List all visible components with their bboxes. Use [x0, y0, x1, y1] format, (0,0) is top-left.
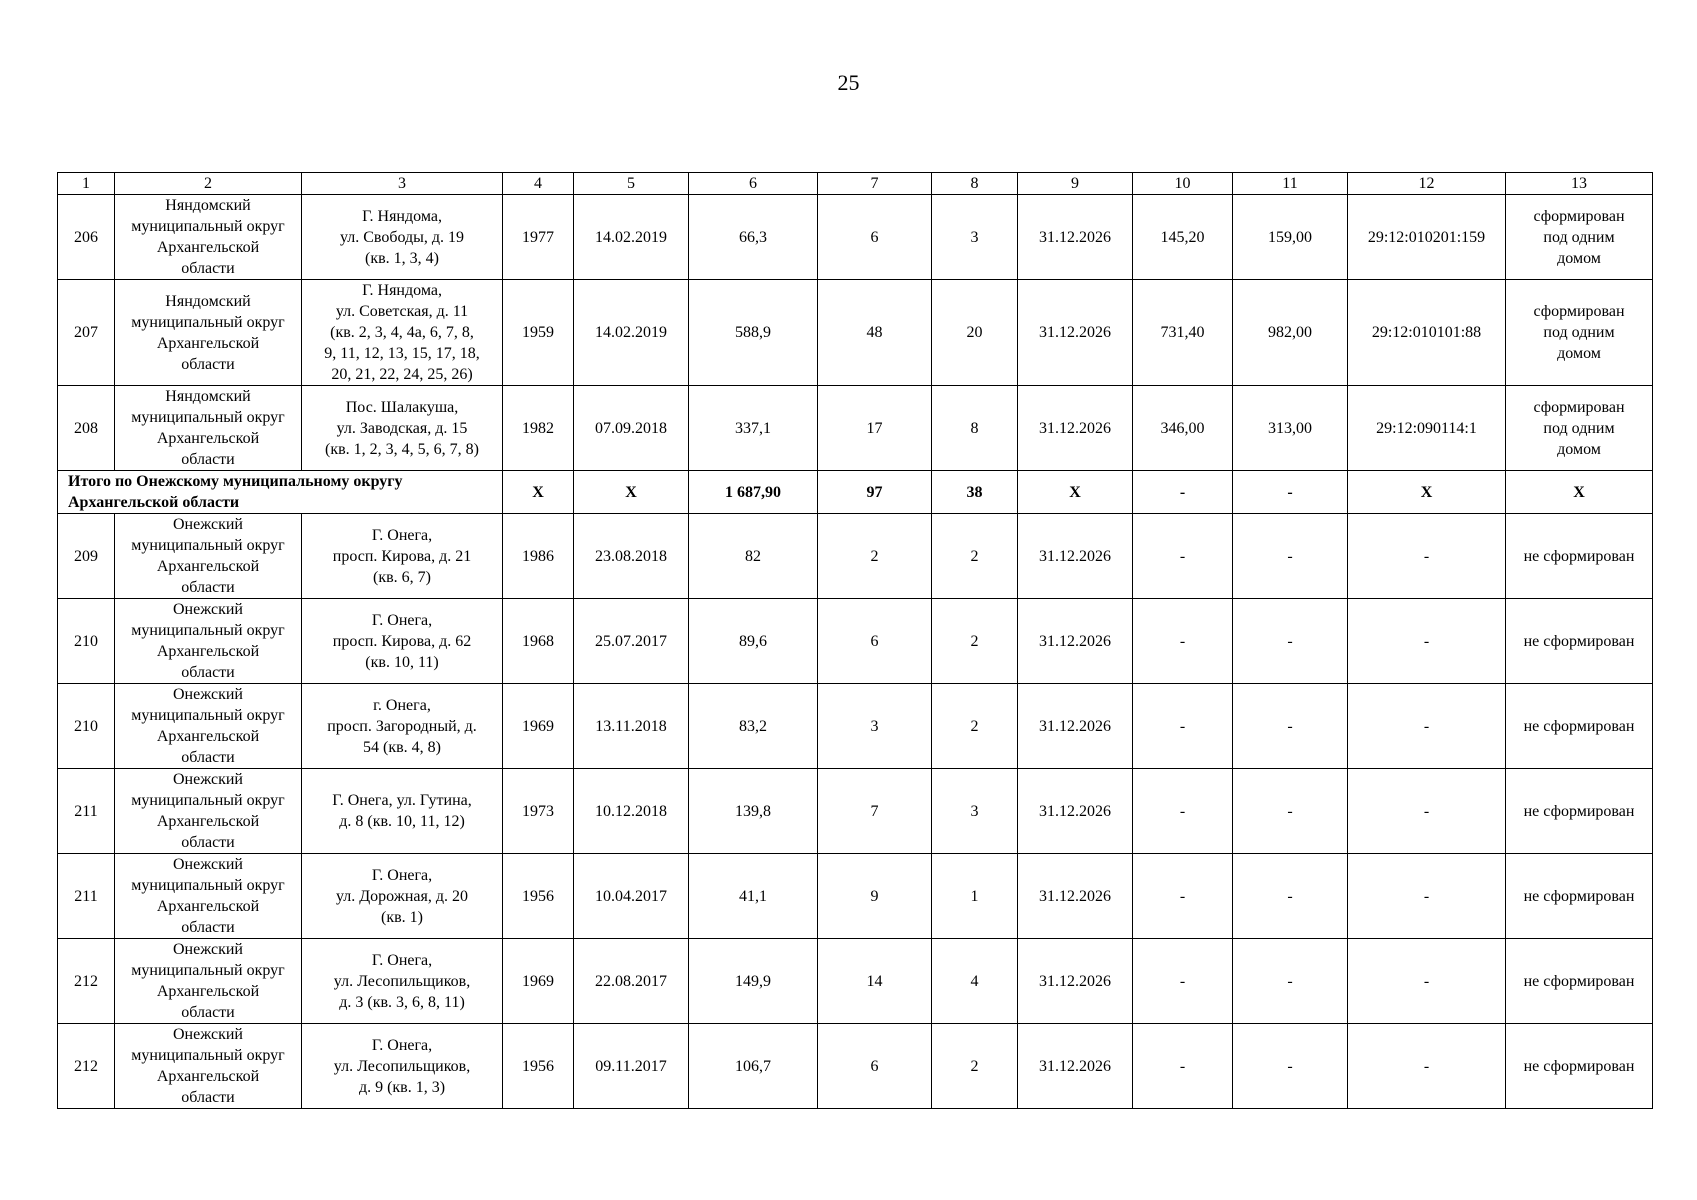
year-cell: 1982 — [503, 386, 574, 471]
area-cell: 82 — [689, 514, 818, 599]
cadastral-number-cell: - — [1348, 684, 1506, 769]
column-7-cell: 3 — [818, 684, 932, 769]
row-number-cell: 208 — [58, 386, 115, 471]
deadline-cell: 31.12.2026 — [1018, 280, 1133, 386]
cadastral-number-cell: - — [1348, 939, 1506, 1024]
municipality-cell: Няндомский муниципальный округ Архангельской области — [115, 386, 302, 471]
land-status-cell: не сформирован — [1506, 854, 1653, 939]
address-cell: Г. Онега, просп. Кирова, д. 62 (кв. 10, 11) — [302, 599, 503, 684]
table-row — [58, 386, 1653, 471]
column-11-cell: 159,00 — [1233, 195, 1348, 280]
cadastral-number-cell: 29:12:010101:88 — [1348, 280, 1506, 386]
municipality-cell: Онежский муниципальный округ Архангельской области — [115, 769, 302, 854]
column-8-cell: 2 — [932, 599, 1018, 684]
row-number-cell: 209 — [58, 514, 115, 599]
column-number-header: 3 — [302, 173, 503, 195]
address-cell: Г. Онега, просп. Кирова, д. 21 (кв. 6, 7) — [302, 514, 503, 599]
deadline-cell: 31.12.2026 — [1018, 684, 1133, 769]
column-8-cell: 3 — [932, 769, 1018, 854]
land-status-cell: сформирован под одним домом — [1506, 386, 1653, 471]
cadastral-number-cell: 29:12:090114:1 — [1348, 386, 1506, 471]
area-cell: 337,1 — [689, 386, 818, 471]
row-number-cell: 210 — [58, 599, 115, 684]
area-cell: 66,3 — [689, 195, 818, 280]
area-cell: 588,9 — [689, 280, 818, 386]
column-8-cell: 3 — [932, 195, 1018, 280]
row-number-cell: 206 — [58, 195, 115, 280]
page-number: 25 — [837, 70, 860, 95]
column-number-header: 9 — [1018, 173, 1133, 195]
column-7-cell: 14 — [818, 939, 932, 1024]
area-cell: 106,7 — [689, 1024, 818, 1109]
total-c13-cell: X — [1506, 471, 1653, 514]
municipality-cell: Онежский муниципальный округ Архангельской области — [115, 854, 302, 939]
column-8-cell: 4 — [932, 939, 1018, 1024]
municipality-cell: Няндомский муниципальный округ Архангельской области — [115, 195, 302, 280]
deadline-cell: 31.12.2026 — [1018, 599, 1133, 684]
column-number-header: 10 — [1133, 173, 1233, 195]
recognition-date-cell: 09.11.2017 — [574, 1024, 689, 1109]
deadline-cell: 31.12.2026 — [1018, 939, 1133, 1024]
total-c11-cell: - — [1233, 471, 1348, 514]
column-11-cell: - — [1233, 1024, 1348, 1109]
column-10-cell: 145,20 — [1133, 195, 1233, 280]
column-10-cell: - — [1133, 1024, 1233, 1109]
column-11-cell: - — [1233, 769, 1348, 854]
column-10-cell: - — [1133, 769, 1233, 854]
recognition-date-cell: 22.08.2017 — [574, 939, 689, 1024]
recognition-date-cell: 10.12.2018 — [574, 769, 689, 854]
land-status-cell: не сформирован — [1506, 599, 1653, 684]
cadastral-number-cell: 29:12:010201:159 — [1348, 195, 1506, 280]
municipality-cell: Онежский муниципальный округ Архангельской области — [115, 514, 302, 599]
column-8-cell: 2 — [932, 684, 1018, 769]
total-c12-cell: X — [1348, 471, 1506, 514]
column-10-cell: - — [1133, 939, 1233, 1024]
land-status-cell: не сформирован — [1506, 684, 1653, 769]
column-11-cell: - — [1233, 599, 1348, 684]
total-c9-cell: X — [1018, 471, 1133, 514]
total-c5-cell: X — [574, 471, 689, 514]
address-cell: Г. Онега, ул. Гутина, д. 8 (кв. 10, 11, 12) — [302, 769, 503, 854]
deadline-cell: 31.12.2026 — [1018, 514, 1133, 599]
column-11-cell: - — [1233, 939, 1348, 1024]
table-row — [58, 854, 1653, 939]
column-7-cell: 6 — [818, 195, 932, 280]
year-cell: 1959 — [503, 280, 574, 386]
column-number-header: 12 — [1348, 173, 1506, 195]
area-cell: 149,9 — [689, 939, 818, 1024]
table-row — [58, 769, 1653, 854]
municipality-cell: Онежский муниципальный округ Архангельской области — [115, 599, 302, 684]
total-c7-cell: 97 — [818, 471, 932, 514]
column-number-header: 13 — [1506, 173, 1653, 195]
column-7-cell: 7 — [818, 769, 932, 854]
total-label-cell: Итого по Онежскому муниципальному округу Архангельской области — [58, 471, 503, 514]
address-cell: Г. Онега, ул. Лесопильщиков, д. 9 (кв. 1, 3) — [302, 1024, 503, 1109]
recognition-date-cell: 25.07.2017 — [574, 599, 689, 684]
area-cell: 83,2 — [689, 684, 818, 769]
total-c6-cell: 1 687,90 — [689, 471, 818, 514]
year-cell: 1968 — [503, 599, 574, 684]
table-row — [58, 684, 1653, 769]
column-number-header: 7 — [818, 173, 932, 195]
address-cell: Г. Онега, ул. Дорожная, д. 20 (кв. 1) — [302, 854, 503, 939]
table-row — [58, 1024, 1653, 1109]
recognition-date-cell: 13.11.2018 — [574, 684, 689, 769]
column-11-cell: - — [1233, 514, 1348, 599]
total-c8-cell: 38 — [932, 471, 1018, 514]
deadline-cell: 31.12.2026 — [1018, 769, 1133, 854]
area-cell: 41,1 — [689, 854, 818, 939]
deadline-cell: 31.12.2026 — [1018, 854, 1133, 939]
address-cell: Г. Няндома, ул. Свободы, д. 19 (кв. 1, 3, 4) — [302, 195, 503, 280]
year-cell: 1969 — [503, 684, 574, 769]
municipality-cell: Онежский муниципальный округ Архангельской области — [115, 1024, 302, 1109]
deadline-cell: 31.12.2026 — [1018, 195, 1133, 280]
column-8-cell: 8 — [932, 386, 1018, 471]
municipality-cell: Няндомский муниципальный округ Архангельской области — [115, 280, 302, 386]
column-number-header: 6 — [689, 173, 818, 195]
column-8-cell: 2 — [932, 514, 1018, 599]
table-row — [58, 599, 1653, 684]
column-number-header: 5 — [574, 173, 689, 195]
row-number-cell: 210 — [58, 684, 115, 769]
column-7-cell: 17 — [818, 386, 932, 471]
total-row — [58, 471, 1653, 514]
recognition-date-cell: 07.09.2018 — [574, 386, 689, 471]
area-cell: 89,6 — [689, 599, 818, 684]
registry-body — [58, 195, 1653, 1109]
recognition-date-cell: 23.08.2018 — [574, 514, 689, 599]
area-cell: 139,8 — [689, 769, 818, 854]
column-10-cell: - — [1133, 684, 1233, 769]
address-cell: Пос. Шалакуша, ул. Заводская, д. 15 (кв. 1, 2, 3, 4, 5, 6, 7, 8) — [302, 386, 503, 471]
row-number-cell: 211 — [58, 854, 115, 939]
address-cell: Г. Онега, ул. Лесопильщиков, д. 3 (кв. 3, 6, 8, 11) — [302, 939, 503, 1024]
cadastral-number-cell: - — [1348, 514, 1506, 599]
column-number-header: 2 — [115, 173, 302, 195]
land-status-cell: не сформирован — [1506, 769, 1653, 854]
column-number-header: 11 — [1233, 173, 1348, 195]
row-number-cell: 212 — [58, 939, 115, 1024]
table-row — [58, 514, 1653, 599]
cadastral-number-cell: - — [1348, 1024, 1506, 1109]
column-number-row — [58, 173, 1653, 195]
row-number-cell: 212 — [58, 1024, 115, 1109]
column-7-cell: 6 — [818, 1024, 932, 1109]
deadline-cell: 31.12.2026 — [1018, 386, 1133, 471]
row-number-cell: 207 — [58, 280, 115, 386]
year-cell: 1956 — [503, 854, 574, 939]
column-number-header: 1 — [58, 173, 115, 195]
table-row — [58, 939, 1653, 1024]
housing-registry-table — [57, 172, 1653, 1109]
column-8-cell: 2 — [932, 1024, 1018, 1109]
column-11-cell: - — [1233, 684, 1348, 769]
column-11-cell: - — [1233, 854, 1348, 939]
recognition-date-cell: 14.02.2019 — [574, 280, 689, 386]
column-7-cell: 2 — [818, 514, 932, 599]
cadastral-number-cell: - — [1348, 769, 1506, 854]
cadastral-number-cell: - — [1348, 599, 1506, 684]
table-row — [58, 280, 1653, 386]
year-cell: 1969 — [503, 939, 574, 1024]
address-cell: г. Онега, просп. Загородный, д. 54 (кв. 4, 8) — [302, 684, 503, 769]
table-row — [58, 195, 1653, 280]
municipality-cell: Онежский муниципальный округ Архангельской области — [115, 939, 302, 1024]
column-10-cell: 346,00 — [1133, 386, 1233, 471]
deadline-cell: 31.12.2026 — [1018, 1024, 1133, 1109]
column-8-cell: 1 — [932, 854, 1018, 939]
cadastral-number-cell: - — [1348, 854, 1506, 939]
column-10-cell: - — [1133, 599, 1233, 684]
land-status-cell: не сформирован — [1506, 1024, 1653, 1109]
year-cell: 1986 — [503, 514, 574, 599]
land-status-cell: не сформирован — [1506, 514, 1653, 599]
address-cell: Г. Няндома, ул. Советская, д. 11 (кв. 2, 3, 4, 4а, 6, 7, 8, 9, 11, 12, 13, 15, 17, 18, 20, 21, 22, 24, 25, 26) — [302, 280, 503, 386]
year-cell: 1973 — [503, 769, 574, 854]
land-status-cell: не сформирован — [1506, 939, 1653, 1024]
row-number-cell: 211 — [58, 769, 115, 854]
land-status-cell: сформирован под одним домом — [1506, 195, 1653, 280]
total-c4-cell: X — [503, 471, 574, 514]
column-10-cell: 731,40 — [1133, 280, 1233, 386]
column-7-cell: 6 — [818, 599, 932, 684]
recognition-date-cell: 14.02.2019 — [574, 195, 689, 280]
recognition-date-cell: 10.04.2017 — [574, 854, 689, 939]
column-11-cell: 313,00 — [1233, 386, 1348, 471]
year-cell: 1956 — [503, 1024, 574, 1109]
municipality-cell: Онежский муниципальный округ Архангельской области — [115, 684, 302, 769]
column-7-cell: 48 — [818, 280, 932, 386]
year-cell: 1977 — [503, 195, 574, 280]
land-status-cell: сформирован под одним домом — [1506, 280, 1653, 386]
column-10-cell: - — [1133, 854, 1233, 939]
column-7-cell: 9 — [818, 854, 932, 939]
total-c10-cell: - — [1133, 471, 1233, 514]
column-8-cell: 20 — [932, 280, 1018, 386]
column-11-cell: 982,00 — [1233, 280, 1348, 386]
column-10-cell: - — [1133, 514, 1233, 599]
column-number-header: 8 — [932, 173, 1018, 195]
column-number-header: 4 — [503, 173, 574, 195]
